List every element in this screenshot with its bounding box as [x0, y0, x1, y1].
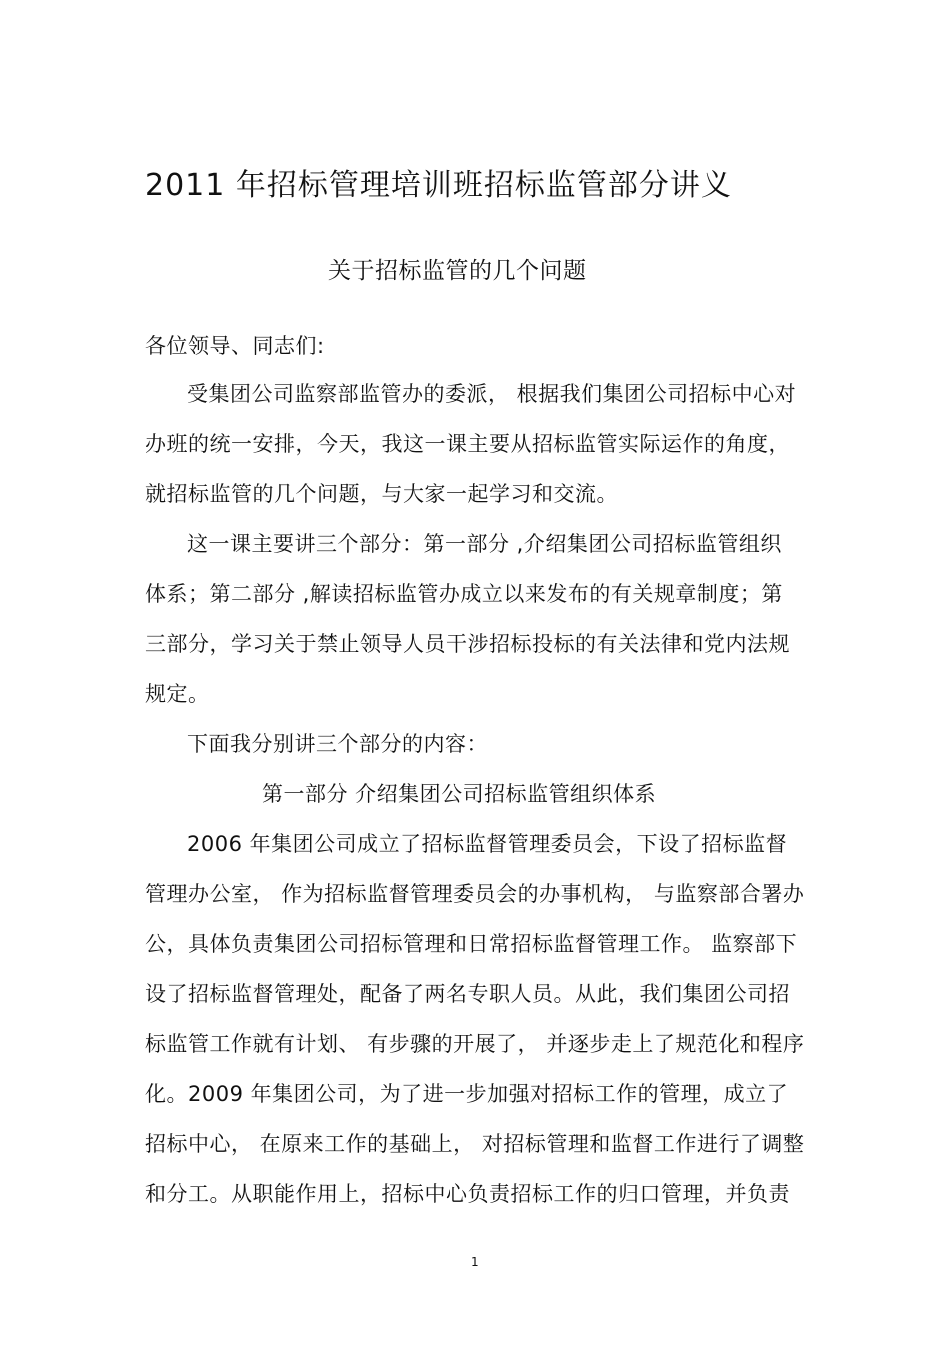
paragraph-line: 公，具体负责集团公司招标管理和日常招标监督管理工作。 监察部下 [145, 932, 798, 956]
salutation: 各位领导、同志们: [145, 334, 325, 358]
paragraph-line: 设了招标监督管理处，配备了两名专职人员。从此，我们集团公司招 [145, 982, 790, 1006]
paragraph-line: 办班的统一安排，今天，我这一课主要从招标监管实际运作的角度， [145, 432, 790, 456]
paragraph-line: 受集团公司监察部监管办的委派， 根据我们集团公司招标中心对 [187, 382, 797, 406]
document-title: 2011 年招标管理培训班招标监管部分讲义 [145, 168, 732, 203]
paragraph-line: 化。2009 年集团公司，为了进一步加强对招标工作的管理，成立了 [145, 1082, 789, 1106]
paragraph-line: 这一课主要讲三个部分：第一部分 ,介绍集团公司招标监管组织 [187, 532, 782, 556]
paragraph-line: 三部分，学习关于禁止领导人员干涉招标投标的有关法律和党内法规 [145, 632, 790, 656]
paragraph-line: 2006 年集团公司成立了招标监督管理委员会，下设了招标监督 [187, 832, 788, 856]
page-number: 1 [471, 1255, 479, 1269]
section-heading: 第一部分 介绍集团公司招标监管组织体系 [262, 782, 657, 806]
paragraph-line: 体系；第二部分 ,解读招标监管办成立以来发布的有关规章制度；第 [145, 582, 783, 606]
paragraph-line: 规定。 [145, 682, 210, 706]
paragraph-line: 管理办公室， 作为招标监督管理委员会的办事机构， 与监察部合署办 [145, 882, 805, 906]
paragraph-line: 和分工。从职能作用上，招标中心负责招标工作的归口管理，并负责 [145, 1182, 790, 1206]
document-subtitle: 关于招标监管的几个问题 [328, 258, 587, 284]
paragraph-line: 就招标监管的几个问题，与大家一起学习和交流。 [145, 482, 618, 506]
paragraph-line: 招标中心， 在原来工作的基础上， 对招标管理和监督工作进行了调整 [145, 1132, 805, 1156]
paragraph-line: 标监管工作就有计划、 有步骤的开展了， 并逐步走上了规范化和程序 [145, 1032, 805, 1056]
paragraph-line: 下面我分别讲三个部分的内容： [187, 732, 488, 756]
